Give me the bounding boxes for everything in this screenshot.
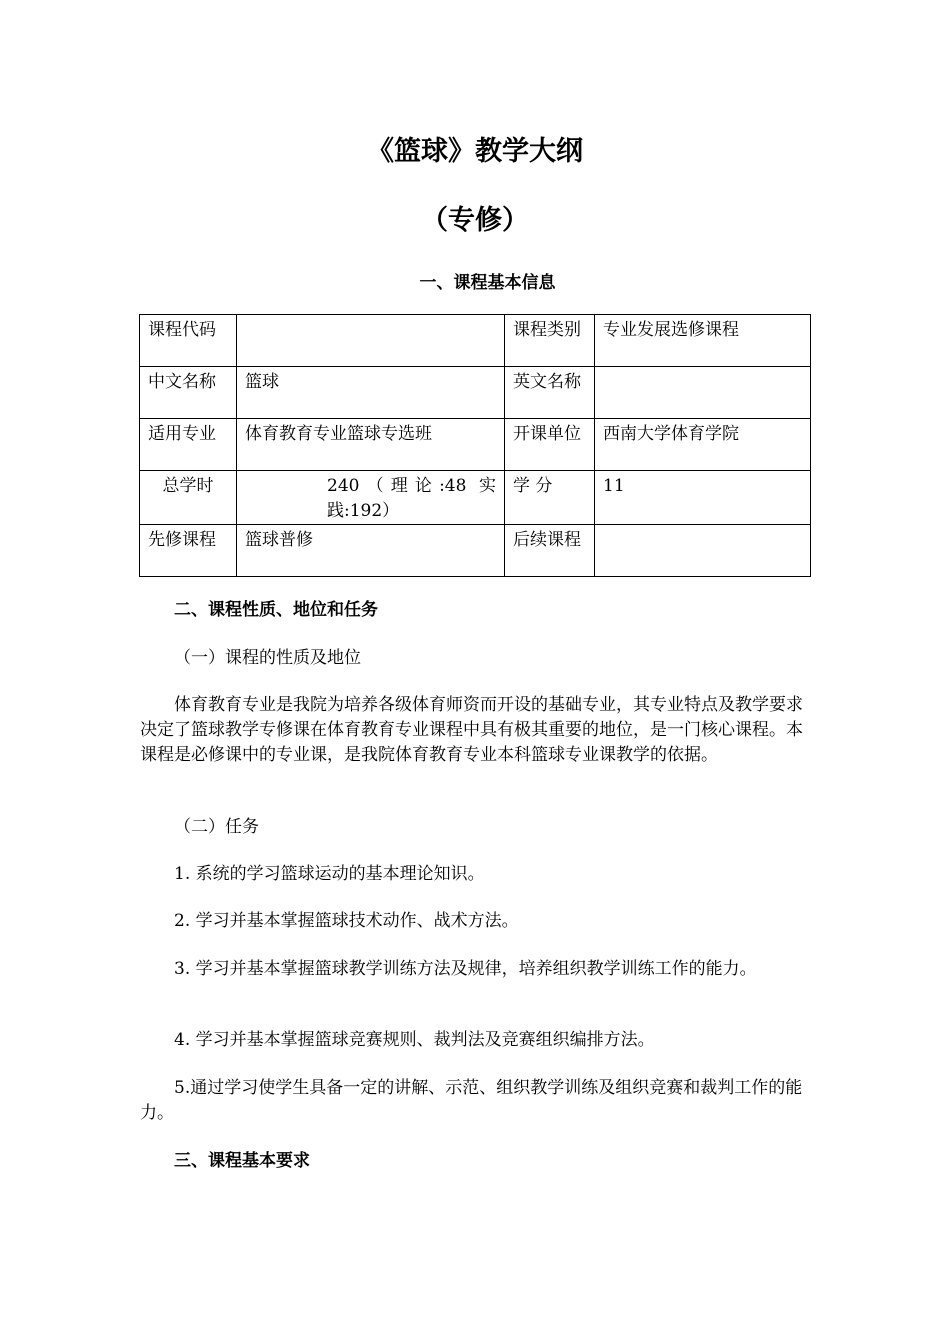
table-row [140, 315, 811, 367]
table-cell-value [595, 525, 811, 577]
table-cell-label: 总学时 [140, 471, 237, 525]
table-row [140, 367, 811, 419]
table-cell-label: 学 分 [505, 471, 595, 525]
table-cell-label: 先修课程 [140, 525, 237, 577]
table-cell-label: 英文名称 [505, 367, 595, 419]
table-cell-label: 课程类别 [505, 315, 595, 367]
table-cell-value [237, 315, 505, 367]
section3-heading: 三、课程基本要求 [174, 1151, 310, 1171]
table-cell-label: 适用专业 [140, 419, 237, 471]
table-cell-value: 体育教育专业篮球专选班 [237, 419, 505, 471]
task-item: 1. 系统的学习篮球运动的基本理论知识。 [174, 864, 485, 884]
table-cell-label: 课程代码 [140, 315, 237, 367]
table-row [140, 525, 811, 577]
nature-paragraph: 体育教育专业是我院为培养各级体育师资而开设的基础专业，其专业特点及教学要求决定了篮球教学专修课在体育教育专业课程中具有极其重要的地位，是一门核心课程。本课程是必修课中的专业课，是我院体育教育专业本科篮球专业课教学的依据。 [140, 695, 803, 765]
table-cell-label: 开课单位 [505, 419, 595, 471]
task-item: 2. 学习并基本掌握篮球技术动作、战术方法。 [174, 911, 519, 931]
document-subtitle: （专修） [421, 205, 529, 236]
section1-heading: 一、课程基本信息 [419, 273, 556, 293]
table-cell-value [595, 367, 811, 419]
course-info-table [139, 314, 811, 577]
table-cell-value: 专业发展选修课程 [595, 315, 811, 367]
section2-heading: 二、课程性质、地位和任务 [174, 600, 378, 620]
subsection-task-heading: （二）任务 [174, 817, 259, 837]
table-cell-value: 西南大学体育学院 [595, 419, 811, 471]
table-cell-value: 篮球普修 [237, 525, 505, 577]
task-item: 5.通过学习使学生具备一定的讲解、示范、组织教学训练及组织竞赛和裁判工作的能力。 [140, 1078, 803, 1123]
task-item: 3. 学习并基本掌握篮球教学训练方法及规律，培养组织教学训练工作的能力。 [174, 959, 757, 979]
table-row [140, 471, 811, 525]
table-cell-label: 后续课程 [505, 525, 595, 577]
table-cell-value: 11 [595, 471, 811, 525]
table-row [140, 419, 811, 471]
table-cell-value: 篮球 [237, 367, 505, 419]
task-item: 4. 学习并基本掌握篮球竞赛规则、裁判法及竞赛组织编排方法。 [174, 1030, 655, 1050]
document-title: 《篮球》教学大纲 [367, 136, 583, 167]
table-cell-label: 中文名称 [140, 367, 237, 419]
subsection-nature-heading: （一）课程的性质及地位 [174, 648, 361, 668]
table-cell-value: 240（理论:48 实践:192） [237, 471, 505, 525]
